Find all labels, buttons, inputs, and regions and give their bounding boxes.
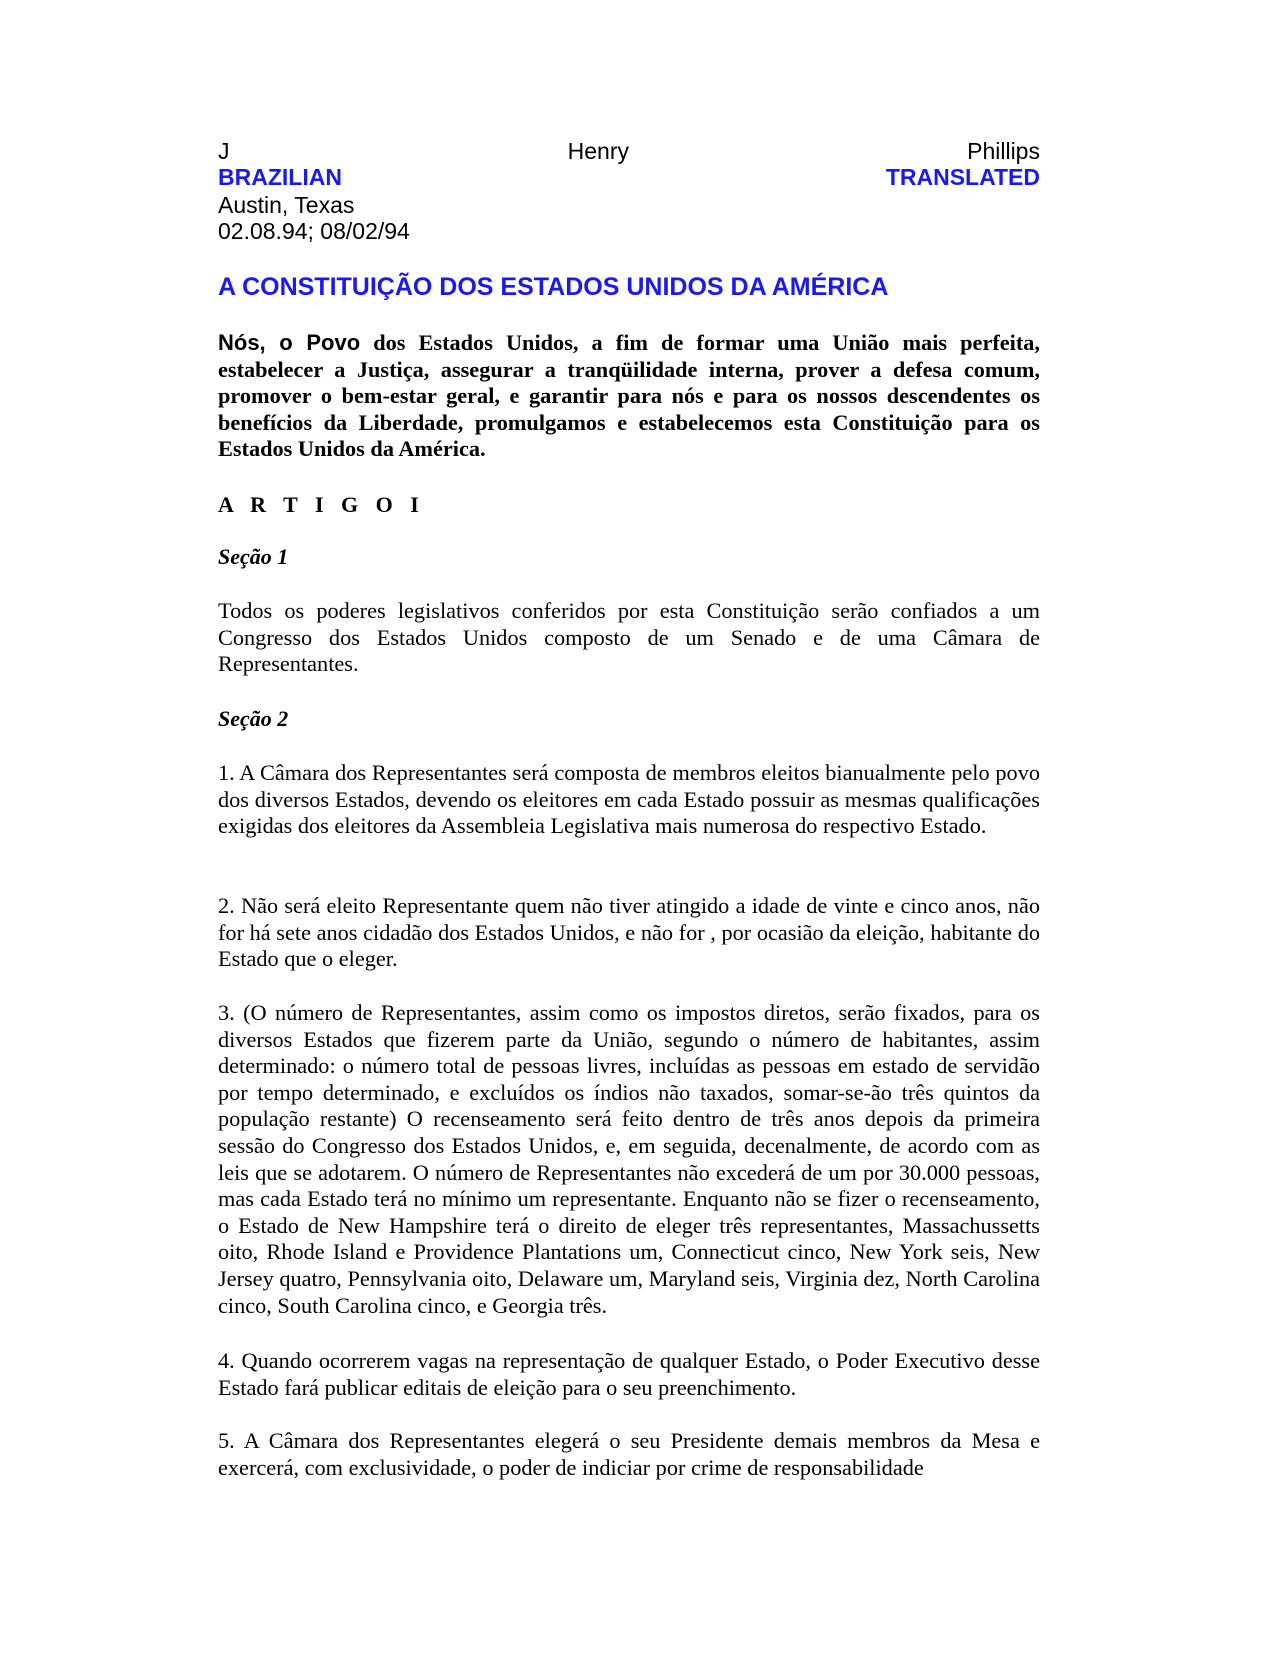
label-row [218,164,1040,190]
status-label: TRANSLATED [885,164,1040,190]
section-2-paragraph-4: 4. Quando ocorrerem vagas na representação de qualquer Estado, o Poder Executivo desse Estado fará publicar editais de eleição para o seu preenchimento. [218,1348,1040,1400]
location-line: Austin, Texas [218,192,355,218]
preamble-lead: Nós, o Povo [218,330,361,355]
section-2-paragraph-3: 3. (O número de Representantes, assim como os impostos diretos, serão fixados, para os diversos Estados que fizerem parte da União, segundo o número de habitantes, assim determinado: o número total de pessoas livres, incluídas as pessoas em estado de servidão por tempo determinado, e excluídos os índios não taxados, somar-se-ão três quintos da população restante) O recenseamento será feito dentro de três anos depois da primeira sessão do Congresso dos Estados Unidos, e, em seguida, decenalmente, de acordo com as leis que se adotarem. O número de Representantes não excederá de um por 30.000 pessoas, mas cada Estado terá no mínimo um representante. Enquanto não se fizer o recenseamento, o Estado de New Hampshire terá o direito de eleger três representantes, Massachussetts oito, Rhode Island e Providence Plantations um, Connecticut cinco, New York seis, New Jersey quatro, Pennsylvania oito, Delaware um, Maryland seis, Virginia dez, North Carolina cinco, South Carolina cinco, e Georgia três. [218,1000,1040,1318]
section-2-heading: Seção 2 [218,706,289,731]
date-line: 02.08.94; 08/02/94 [218,218,410,244]
section-2-paragraph-1: 1. A Câmara dos Representantes será composta de membros eleitos bianualmente pelo povo dos diversos Estados, devendo os eleitores em cada Estado possuir as mesmas qualificações exigidas dos eleitores da Assembleia Legislativa mais numerosa do respectivo Estado. [218,760,1040,839]
section-2-paragraph-5: 5. A Câmara dos Representantes elegerá o seu Presidente demais membros da Mesa e exercerá, com exclusividade, o poder de indiciar por crime de responsabilidade [218,1428,1040,1480]
language-label: BRAZILIAN [218,164,342,190]
author-last-name: Phillips [967,138,1040,164]
author-first-name: J [218,138,230,164]
article-heading: A R T I G O I [218,492,425,517]
section-1-heading: Seção 1 [218,544,289,569]
preamble [218,330,1040,463]
section-2-paragraph-2: 2. Não será eleito Representante quem não tiver atingido a idade de vinte e cinco anos, não for há sete anos cidadão dos Estados Unidos, e não for , por ocasião da eleição, habitante do Estado que o eleger. [218,893,1040,972]
author-middle-name: Henry [567,138,629,164]
document-title: A CONSTITUIÇÃO DOS ESTADOS UNIDOS DA AMÉRICA [218,273,889,301]
author-name-row [218,138,1040,164]
section-1-paragraph: Todos os poderes legislativos conferidos por esta Constituição serão confiados a um Congresso dos Estados Unidos composto de um Senado e de uma Câmara de Representantes. [218,598,1040,677]
preamble-text: dos Estados Unidos, a fim de formar uma União mais perfeita, estabelecer a Justiça, assegurar a tranqüilidade interna, prover a defesa comum, promover o bem-estar geral, e garantir para nós e para os nossos descendentes os benefícios da Liberdade, promulgamos e estabelecemos esta Constituição para os Estados Unidos da América. [218,330,1040,461]
